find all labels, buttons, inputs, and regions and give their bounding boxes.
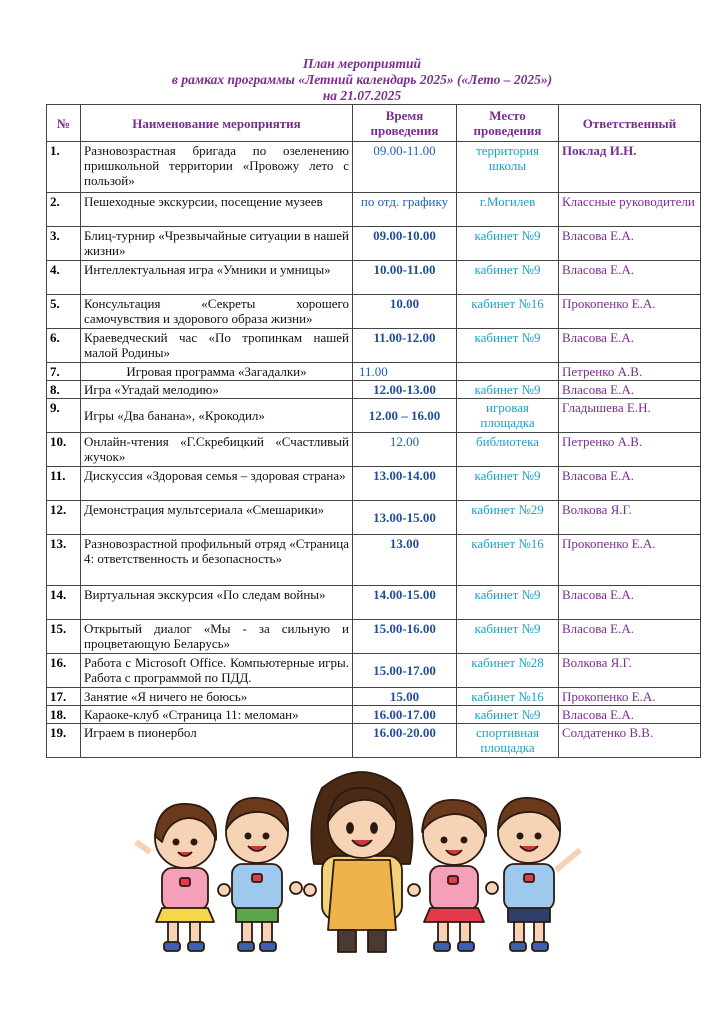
event-time: 13.00-14.00 (353, 467, 457, 501)
event-responsible: Волкова Я.Г. (559, 654, 701, 688)
table-row (47, 381, 701, 399)
table-row (47, 329, 701, 363)
event-time: 09.00-11.00 (353, 142, 457, 193)
event-responsible: Волкова Я.Г. (559, 501, 701, 535)
event-time: 16.00-17.00 (353, 706, 457, 724)
event-name: Занятие «Я ничего не боюсь» (81, 688, 353, 706)
row-num: 8. (47, 381, 81, 399)
event-responsible: Власова Е.А. (559, 467, 701, 501)
event-place: спортивная площадка (457, 724, 559, 758)
row-num: 1. (47, 142, 81, 193)
event-place: кабинет №9 (457, 706, 559, 724)
event-name: Демонстрация мультсериала «Смешарики» (81, 501, 353, 535)
row-num: 11. (47, 467, 81, 501)
event-name: Работа с Microsoft Office. Компьютерные игры. Работа с программой по ПДД. (81, 654, 353, 688)
event-place: кабинет №16 (457, 688, 559, 706)
event-responsible: Классные руководители (559, 193, 701, 227)
column-header-num: № (47, 105, 81, 142)
event-name: Игровая программа «Загадалки» (81, 363, 353, 381)
event-place: кабинет №16 (457, 535, 559, 586)
table-row (47, 706, 701, 724)
event-responsible: Поклад И.Н. (559, 142, 701, 193)
event-time: по отд. графику (353, 193, 457, 227)
child-figure (226, 798, 288, 951)
document-title (0, 56, 724, 104)
event-responsible: Солдатенко В.В. (559, 724, 701, 758)
event-time: 15.00-16.00 (353, 620, 457, 654)
event-place: территория школы (457, 142, 559, 193)
event-responsible: Власова Е.А. (559, 706, 701, 724)
events-table (46, 104, 701, 758)
row-num: 14. (47, 586, 81, 620)
column-header-name: Наименование мероприятия (81, 105, 353, 142)
event-place: кабинет №9 (457, 329, 559, 363)
event-name: Онлайн-чтения «Г.Скребицкий «Счастливый жучок» (81, 433, 353, 467)
event-place: кабинет №9 (457, 261, 559, 295)
event-place: кабинет №9 (457, 620, 559, 654)
event-time: 13.00 (353, 535, 457, 586)
row-num: 5. (47, 295, 81, 329)
event-name: Разновозрастная бригада по озеленению пришкольной территории «Провожу лето с пользой» (81, 142, 353, 193)
event-name: Открытый диалог «Мы - за сильную и процветающую Беларусь» (81, 620, 353, 654)
event-place: игровая площадка (457, 399, 559, 433)
column-header-responsible: Ответственный (559, 105, 701, 142)
table-row (47, 688, 701, 706)
teacher-figure (304, 772, 420, 952)
row-num: 7. (47, 363, 81, 381)
event-responsible: Власова Е.А. (559, 620, 701, 654)
event-place: кабинет №9 (457, 586, 559, 620)
event-name: Консультация «Секреты хорошего самочувствия и здорового образа жизни» (81, 295, 353, 329)
row-num: 6. (47, 329, 81, 363)
event-time: 10.00 (353, 295, 457, 329)
event-responsible: Петренко А.В. (559, 433, 701, 467)
event-responsible: Петренко А.В. (559, 363, 701, 381)
table-row (47, 193, 701, 227)
event-name: Игра «Угадай мелодию» (81, 381, 353, 399)
row-num: 12. (47, 501, 81, 535)
row-num: 13. (47, 535, 81, 586)
event-name: Пешеходные экскурсии, посещение музеев (81, 193, 353, 227)
children-holding-hands-illustration (132, 760, 592, 960)
table-row (47, 467, 701, 501)
event-place: кабинет №16 (457, 295, 559, 329)
child-figure (422, 800, 486, 951)
row-num: 3. (47, 227, 81, 261)
event-time: 12.00-13.00 (353, 381, 457, 399)
event-responsible: Власова Е.А. (559, 586, 701, 620)
event-time: 09.00-10.00 (353, 227, 457, 261)
event-time: 13.00-15.00 (353, 501, 457, 535)
column-header-place: Место проведения (457, 105, 559, 142)
event-responsible: Власова Е.А. (559, 227, 701, 261)
row-num: 19. (47, 724, 81, 758)
event-place: кабинет №9 (457, 381, 559, 399)
event-place: кабинет №9 (457, 227, 559, 261)
event-name: Блиц-турнир «Чрезвычайные ситуации в нашей жизни» (81, 227, 353, 261)
title-line-1: План мероприятий (302, 56, 422, 71)
title-line-3: на 21.07.2025 (322, 88, 402, 103)
event-name: Разновозрастной профильный отряд «Страница 4: ответственность и безопасность» (81, 535, 353, 586)
event-responsible: Власова Е.А. (559, 381, 701, 399)
table-row (47, 586, 701, 620)
table-row (47, 363, 701, 381)
event-name: Интеллектуальная игра «Умники и умницы» (81, 261, 353, 295)
table-row (47, 227, 701, 261)
row-num: 18. (47, 706, 81, 724)
event-time: 12.00 – 16.00 (353, 399, 457, 433)
row-num: 17. (47, 688, 81, 706)
event-responsible: Власова Е.А. (559, 329, 701, 363)
event-place: кабинет №29 (457, 501, 559, 535)
title-line-2: в рамках программы «Летний календарь 2025» («Лето – 2025») (171, 72, 553, 87)
event-place (457, 363, 559, 381)
event-name: Караоке-клуб «Страница 11: меломан» (81, 706, 353, 724)
table-row (47, 142, 701, 193)
table-header-row (47, 105, 701, 142)
event-name: Краеведческий час «По тропинкам нашей малой Родины» (81, 329, 353, 363)
event-time: 16.00-20.00 (353, 724, 457, 758)
row-num: 15. (47, 620, 81, 654)
row-num: 9. (47, 399, 81, 433)
table-row (47, 654, 701, 688)
event-responsible: Прокопенко Е.А. (559, 688, 701, 706)
row-num: 16. (47, 654, 81, 688)
event-place: библиотека (457, 433, 559, 467)
event-time: 12.00 (353, 433, 457, 467)
table-row (47, 501, 701, 535)
row-num: 4. (47, 261, 81, 295)
event-name: Играем в пионербол (81, 724, 353, 758)
event-responsible: Прокопенко Е.А. (559, 295, 701, 329)
event-name: Виртуальная экскурсия «По следам войны» (81, 586, 353, 620)
event-time: 10.00-11.00 (353, 261, 457, 295)
event-time: 15.00-17.00 (353, 654, 457, 688)
event-name: Дискуссия «Здоровая семья – здоровая страна» (81, 467, 353, 501)
event-time: 11.00 (353, 363, 457, 381)
child-figure (498, 798, 580, 951)
event-place: кабинет №9 (457, 467, 559, 501)
event-place: кабинет №28 (457, 654, 559, 688)
table-row (47, 399, 701, 433)
row-num: 10. (47, 433, 81, 467)
row-num: 2. (47, 193, 81, 227)
event-place: г.Могилев (457, 193, 559, 227)
child-figure (136, 804, 216, 951)
table-row (47, 433, 701, 467)
event-responsible: Прокопенко Е.А. (559, 535, 701, 586)
event-name: Игры «Два банана», «Крокодил» (81, 399, 353, 433)
table-row (47, 295, 701, 329)
event-time: 14.00-15.00 (353, 586, 457, 620)
event-time: 11.00-12.00 (353, 329, 457, 363)
event-time: 15.00 (353, 688, 457, 706)
event-responsible: Гладышева Е.Н. (559, 399, 701, 433)
table-row (47, 724, 701, 758)
table-row (47, 620, 701, 654)
table-row (47, 535, 701, 586)
event-responsible: Власова Е.А. (559, 261, 701, 295)
column-header-time: Время проведения (353, 105, 457, 142)
table-row (47, 261, 701, 295)
